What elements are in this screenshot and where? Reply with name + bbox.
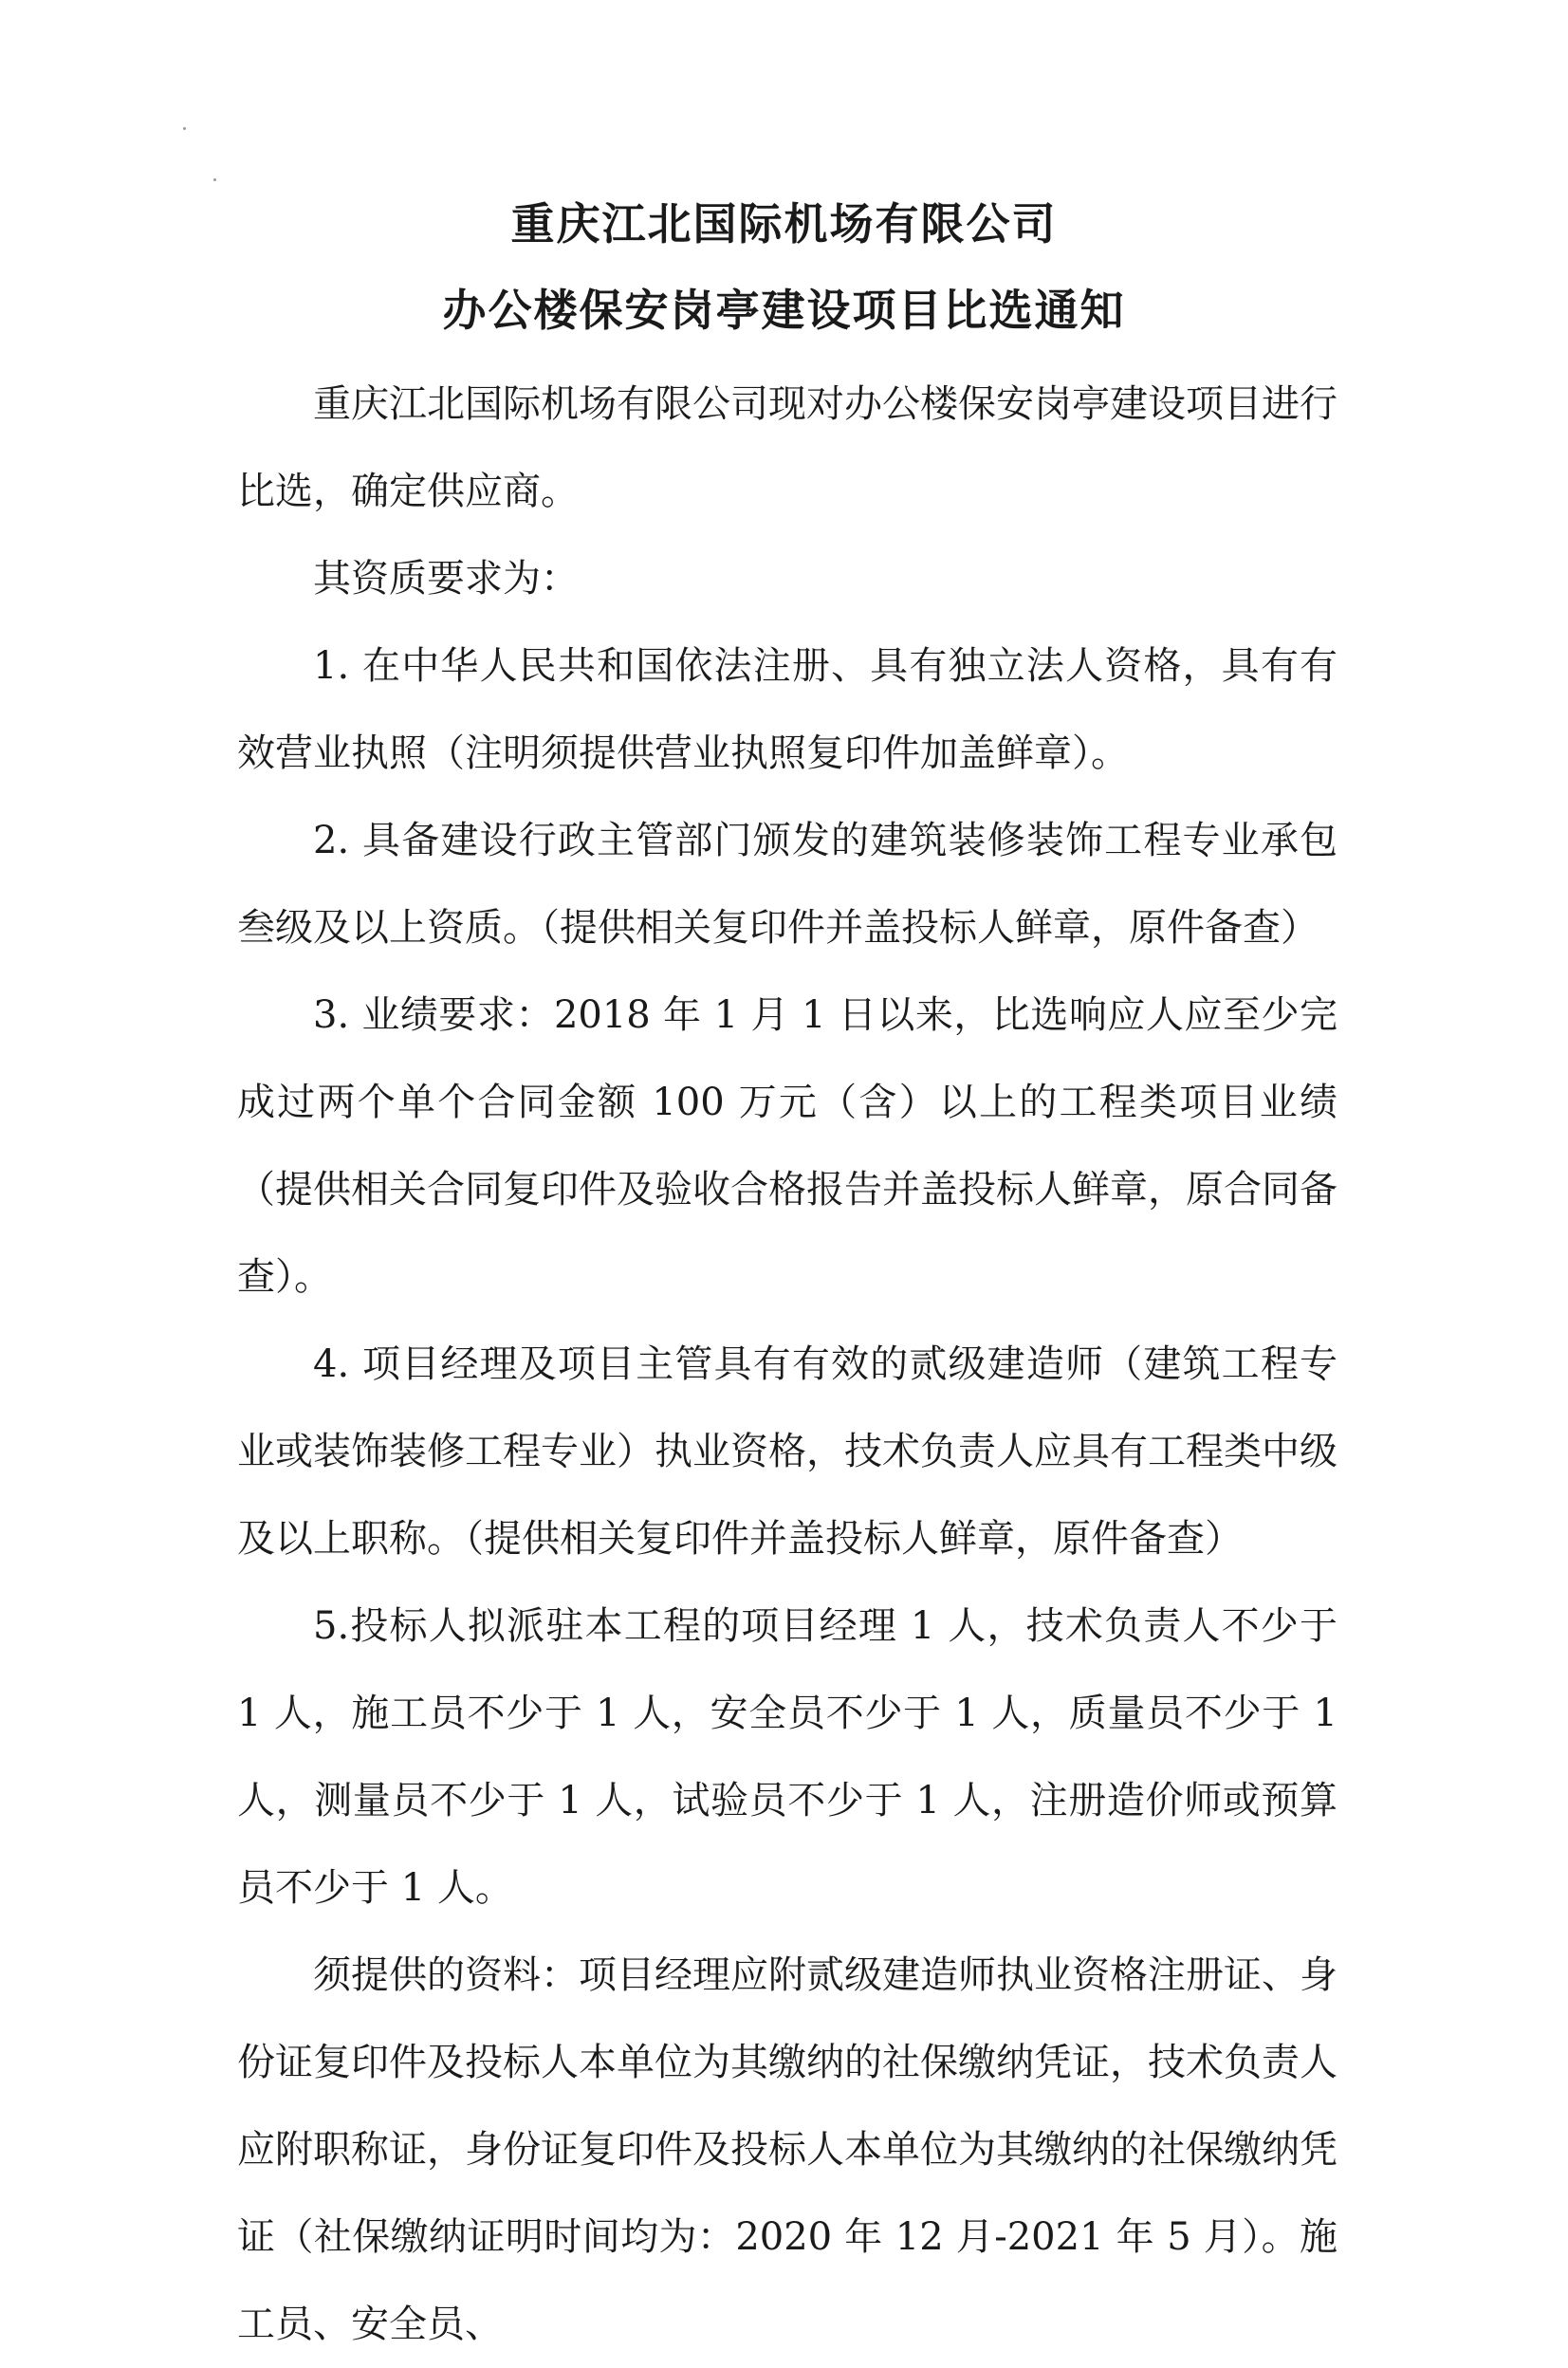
paragraph-required-materials: 须提供的资料：项目经理应附贰级建造师执业资格注册证、身份证复印件及投标人本单位为其缴纳的社保缴纳凭证，技术负责人应附职称证，身份证复印件及投标人本单位为其缴纳的社保缴纳凭证（社保缴纳证明时间均为：2020 年 12 月-2021 年 5 月）。施工员、安全员、	[237, 1953, 1337, 2346]
paragraph-qualification-heading: 其资质要求为：	[313, 557, 579, 601]
scan-speck	[213, 178, 216, 181]
document-title-line-1: 重庆江北国际机场有限公司	[510, 198, 1058, 250]
paragraph-requirement-5: 5.投标人拟派驻本工程的项目经理 1 人，技术负责人不少于 1 人，施工员不少于 1 人，安全员不少于 1 人，质量员不少于 1 人，测量员不少于 1 人，试验员不少于 1 人，注册造价师或预算员不少于 1 人。	[237, 1604, 1337, 1910]
paragraph-requirement-1: 1. 在中华人民共和国依法注册、具有独立法人资格，具有有效营业执照（注明须提供营业执照复印件加盖鲜章）。	[237, 644, 1337, 775]
scan-speck	[183, 127, 186, 130]
paragraph-requirement-2: 2. 具备建设行政主管部门颁发的建筑装修装饰工程专业承包叁级及以上资质。（提供相关复印件并盖投标人鲜章，原件备查）	[237, 819, 1337, 950]
paragraph-requirement-3: 3. 业绩要求：2018 年 1 月 1 日以来，比选响应人应至少完成过两个单个合同金额 100 万元（含）以上的工程类项目业绩（提供相关合同复印件及验收合格报告并盖投标人鲜章，原合同备查）。	[237, 993, 1337, 1299]
paragraph-requirement-4: 4. 项目经理及项目主管具有有效的贰级建造师（建筑工程专业或装饰装修工程专业）执业资格，技术负责人应具有工程类中级及以上职称。（提供相关复印件并盖投标人鲜章，原件备查）	[237, 1342, 1337, 1561]
paragraph-intro: 重庆江北国际机场有限公司现对办公楼保安岗亭建设项目进行比选，确定供应商。	[237, 382, 1337, 513]
document-body	[237, 361, 1337, 2368]
document-title-line-2: 办公楼保安岗亭建设项目比选通知	[442, 285, 1126, 336]
